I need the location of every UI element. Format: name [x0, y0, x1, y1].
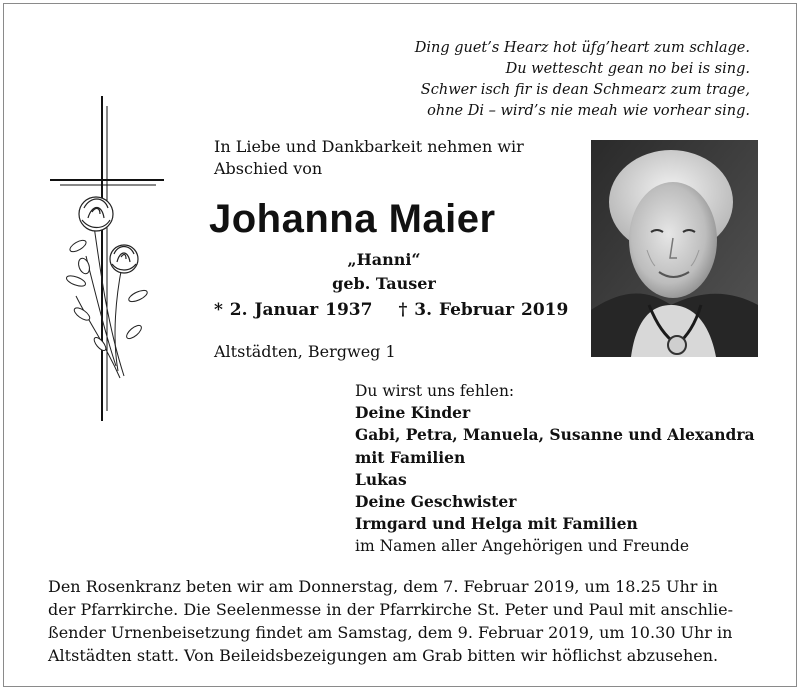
address: Altstädten, Bergweg 1	[214, 342, 396, 361]
poem-line: ohne Di – wird’s nie meah wie vorhear sing.	[427, 103, 750, 119]
poem-line: Schwer isch fir is dean Schmearz zum trage,	[420, 82, 750, 98]
deceased-name: Johanna Maier	[209, 197, 496, 241]
birth-date: * 2. Januar 1937	[214, 300, 373, 320]
announcement-line: ßender Urnenbeisetzung findet am Samstag, dem 9. Februar 2019, um 10.30 Uhr in	[48, 623, 733, 642]
family-line: mit Familien	[355, 447, 466, 467]
family-line: Irmgard und Helga mit Familien	[355, 514, 638, 534]
announcement-line: Altstädten statt. Von Beileidsbezeigungen am Grab bitten wir höflichst abzusehen.	[48, 646, 719, 665]
obituary-card	[3, 3, 797, 687]
funeral-announcement	[48, 575, 762, 667]
family-closing: im Namen aller Angehörigen und Freunde	[355, 537, 689, 556]
family-line: Deine Geschwister	[355, 492, 517, 512]
intro-line: In Liebe und Dankbarkeit nehmen wir	[214, 137, 524, 156]
family-lead: Du wirst uns fehlen:	[355, 382, 515, 400]
poem	[390, 38, 750, 122]
portrait-photo	[591, 140, 758, 357]
family-line: Deine Kinder	[355, 403, 471, 423]
family-line: Gabi, Petra, Manuela, Susanne und Alexandra	[355, 425, 755, 445]
announcement-line: der Pfarrkirche. Die Seelenmesse in der Pfarrkirche St. Peter und Paul mit anschlie-	[48, 600, 733, 619]
poem-line: Du wettescht gean no bei is sing.	[505, 61, 750, 77]
intro-text	[214, 136, 554, 180]
birth-name: geb. Tauser	[332, 274, 436, 293]
intro-line: Abschied von	[214, 159, 323, 178]
nickname: „Hanni“	[347, 250, 421, 269]
cross-with-roses-icon	[46, 96, 176, 421]
family-line: Lukas	[355, 469, 407, 489]
death-date: † 3. Februar 2019	[398, 300, 569, 320]
poem-line: Ding guet’s Hearz hot üfg’heart zum schlage.	[414, 40, 750, 56]
life-dates	[214, 300, 568, 320]
family-list	[355, 380, 755, 558]
announcement-line: Den Rosenkranz beten wir am Donnerstag, dem 7. Februar 2019, um 18.25 Uhr in	[48, 577, 718, 596]
portrait-photo-drawing	[591, 140, 758, 357]
